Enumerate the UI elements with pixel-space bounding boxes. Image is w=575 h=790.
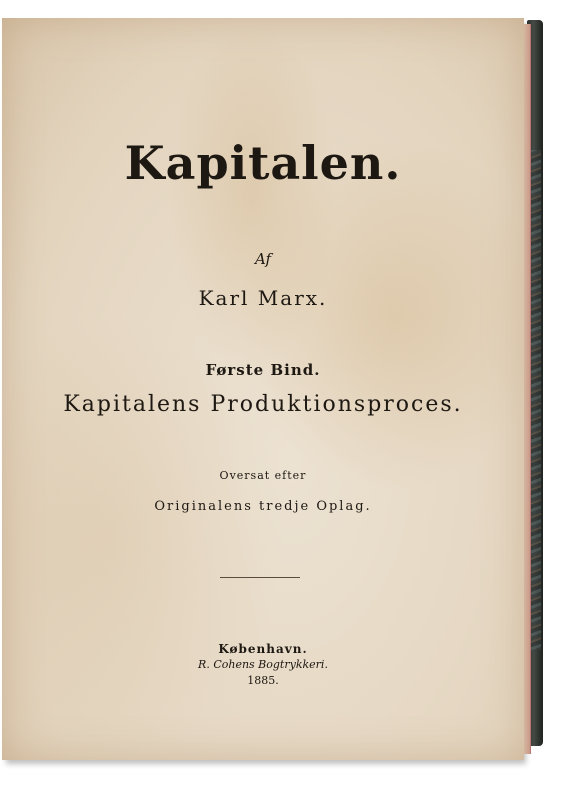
imprint-city: København. xyxy=(218,642,308,656)
book-title: Kapitalen. xyxy=(124,136,402,190)
divider-rule xyxy=(220,577,300,578)
imprint-printer: R. Cohens Bogtrykkeri. xyxy=(198,658,328,671)
imprint-year: 1885. xyxy=(247,674,279,687)
book-subtitle: Kapitalens Produktionsproces. xyxy=(63,392,463,417)
title-page xyxy=(2,18,524,760)
author-name: Karl Marx. xyxy=(198,286,328,310)
translation-note: Oversat efter xyxy=(219,469,307,482)
byline-prefix: Af xyxy=(254,250,272,268)
edition-note: Originalens tredje Oplag. xyxy=(154,499,372,514)
volume-label: Første Bind. xyxy=(205,361,321,379)
